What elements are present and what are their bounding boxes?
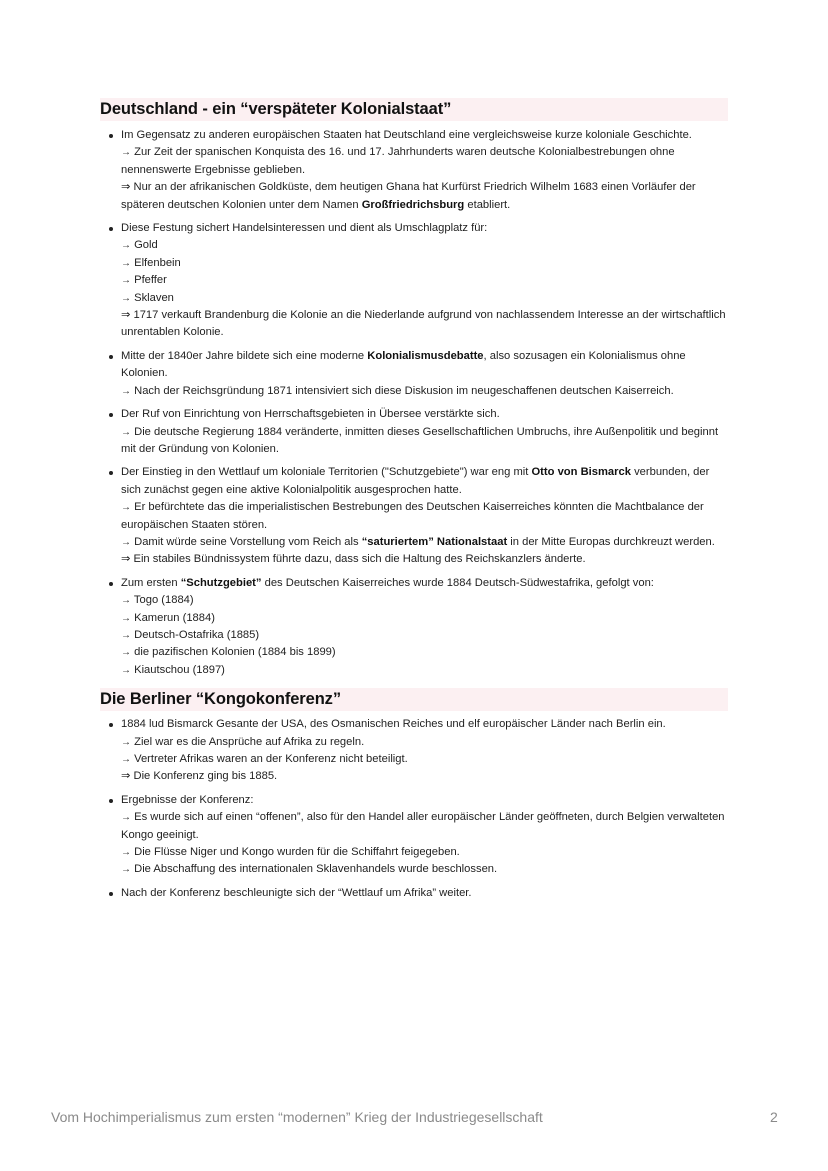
text-segment: Deutsch-Ostafrika (1885) [131,628,260,641]
text-segment: Nur an der afrikanischen Goldküste, dem heutigen Ghana hat Kurfürst Friedrich Wilhelm 1683 einen Vorläufer der späteren deutschen Kolonien unter dem Namen [121,181,696,211]
text-segment: Nach der Reichsgründung 1871 intensiviert sich diese Diskusion im neugeschaffenen deutschen Kaiserreich. [131,384,674,397]
double-arrow-icon: ⇒ [121,770,131,783]
arrow-icon: → [121,629,131,641]
arrow-icon: → [121,612,131,624]
text-segment: Togo (1884) [131,594,194,607]
text-segment: etabliert. [464,198,511,211]
text-segment: Er befürchtete das die imperialistischen Bestrebungen des Deutschen Kaiserreiches könnten die Machtbalance der europäischen Staaten stören. [121,501,704,531]
text-segment: Pfeffer [131,274,167,287]
text-segment: Mitte der 1840er Jahre bildete sich eine moderne [121,349,368,362]
sub-line [121,272,728,289]
sub-line [121,751,728,768]
bullet-item [100,575,728,679]
text-segment: 1884 lud Bismarck Gesante der USA, des Osmanischen Reiches und elf europäischer Länder nach Berlin ein. [121,718,666,731]
text-segment: Die deutsche Regierung 1884 veränderte, inmitten dieses Gesellschaftlichen Umbruchs, ihre Außenpolitik und beginnt mit der Gründung von Kolonien. [121,425,719,455]
arrow-icon: → [121,647,131,659]
bold-term: Großfriedrichsburg [361,198,465,211]
sub-line [121,307,728,342]
page-footer: Vom Hochimperialismus zum ersten “modernen” Krieg der Industriegesellschaft [51,1109,543,1125]
arrow-icon: → [121,502,131,514]
sub-line [121,844,728,861]
arrow-icon: → [121,664,131,676]
text-segment: Diese Festung sichert Handelsinteressen und dient als Umschlagplatz für: [121,222,488,235]
sub-line [121,383,728,400]
sub-line [121,179,728,214]
text-segment: Der Einstieg in den Wettlauf um koloniale Territorien ("Schutzgebiete") war eng mit [121,466,532,479]
text-segment: Die Konferenz ging bis 1885. [130,770,278,783]
bold-term: Kolonialismusdebatte [367,349,484,362]
bullet-list [100,716,728,902]
arrow-icon: → [121,385,131,397]
arrow-icon: → [121,426,131,438]
sub-line [121,861,728,878]
text-segment: Im Gegensatz zu anderen europäischen Staaten hat Deutschland eine vergleichsweise kurze koloniale Geschichte. [121,129,692,141]
sub-line [121,662,728,679]
bullet-item [100,464,728,568]
text-segment: Der Ruf von Einrichtung von Herrschaftsgebieten in Übersee verstärkte sich. [121,408,500,421]
bullet-text [121,406,728,423]
bullet-item [100,406,728,458]
arrow-icon: → [121,864,131,876]
arrow-icon: → [121,595,131,607]
sub-line [121,610,728,627]
sub-line [121,144,728,179]
bullet-list [100,127,728,679]
bullet-text [121,464,728,499]
bullet-item [100,885,728,902]
section-colonial-state [100,98,728,679]
text-segment: Kamerun (1884) [131,611,215,624]
bullet-item [100,220,728,342]
sub-line [121,809,728,844]
text-segment: Elfenbein [131,256,181,269]
text-segment: Gold [131,239,158,252]
text-segment: des Deutschen Kaiserreiches wurde 1884 Deutsch-Südwestafrika, gefolgt von: [261,576,654,589]
bullet-text [121,716,728,733]
bullet-text [121,792,728,809]
arrow-icon: → [121,754,131,765]
text-segment: Damit würde seine Vorstellung vom Reich als [131,535,362,548]
text-segment: Die Abschaffung des internationalen Sklavenhandels wurde beschlossen. [131,863,498,876]
sub-line [121,644,728,661]
sub-line [121,255,728,272]
arrow-icon: → [121,812,131,824]
text-segment: Kiautschou (1897) [131,663,225,676]
bold-term: “Schutzgebiet” [180,576,262,589]
sub-line [121,768,728,785]
sub-line [121,592,728,609]
double-arrow-icon: ⇒ [121,553,131,566]
text-segment: Nach der Konferenz beschleunigte sich der “Wettlauf um Afrika” weiter. [121,886,472,899]
text-segment: Vertreter Afrikas waren an der Konferenz nicht beteiligt. [131,753,408,765]
text-segment: Ziel war es die Ansprüche auf Afrika zu regeln. [131,735,365,748]
sub-line [121,627,728,644]
text-segment: Die Flüsse Niger und Kongo wurden für die Schiffahrt feigegeben. [131,846,460,859]
arrow-icon: → [121,147,131,159]
sub-line [121,551,728,568]
text-segment: verbunden, der sich zunächst gegen eine aktive Kolonialpolitik ausgesprochen hatte. [121,466,710,496]
text-segment: Ergebnisse der Konferenz: [121,793,254,806]
bullet-text [121,575,728,592]
double-arrow-icon: ⇒ [121,309,131,322]
sub-line [121,424,728,459]
document-content [100,98,728,908]
section-heading: Die Berliner “Kongokonferenz” [100,688,728,711]
text-segment: 1717 verkauft Brandenburg die Kolonie an die Niederlande aufgrund von nachlassendem Interesse an der wirtschaftlich unrentablen Kolonie. [121,309,726,339]
section-heading: Deutschland - ein “verspäteter Kolonialstaat” [100,98,728,121]
bullet-text [121,127,728,144]
arrow-icon: → [121,536,131,548]
text-segment: die pazifischen Kolonien (1884 bis 1899) [131,646,336,659]
bullet-text [121,348,728,383]
text-segment: Es wurde sich auf einen “offenen”, also für den Handel aller europäischer Länder geöffneten, durch Belgien verwalteten Kongo geeinigt. [121,811,725,841]
bullet-item [100,716,728,786]
double-arrow-icon: ⇒ [121,181,131,194]
section-congo-conference [100,688,728,902]
sub-line [121,290,728,307]
sub-line [121,499,728,534]
text-segment: Ein stabiles Bündnissystem führte dazu, dass sich die Haltung des Reichskanzlers änderte. [130,553,586,566]
bullet-item [100,127,728,214]
bullet-item [100,348,728,400]
bold-term: Otto von Bismarck [531,466,631,479]
arrow-icon: → [121,292,131,304]
page-number: 2 [770,1109,778,1125]
text-segment: Zum ersten [121,576,181,589]
arrow-icon: → [121,736,131,748]
bullet-text [121,885,728,902]
text-segment: Zur Zeit der spanischen Konquista des 16. und 17. Jahrhunderts waren deutsche Kolonialbestrebungen ohne nennenswerte Ergebnisse geblieben. [121,146,675,176]
sub-line [121,734,728,751]
sub-line [121,534,728,551]
text-segment: Sklaven [131,291,174,304]
sub-line [121,237,728,254]
text-segment: in der Mitte Europas durchkreuzt werden. [507,535,715,548]
arrow-icon: → [121,275,131,287]
bullet-item [100,792,728,879]
arrow-icon: → [121,240,131,252]
text-segment: , also sozusagen ein Kolonialismus ohne Kolonien. [121,349,686,380]
arrow-icon: → [121,847,131,859]
bullet-text [121,220,728,237]
arrow-icon: → [121,257,131,269]
bold-term: “saturiertem” Nationalstaat [361,535,508,548]
